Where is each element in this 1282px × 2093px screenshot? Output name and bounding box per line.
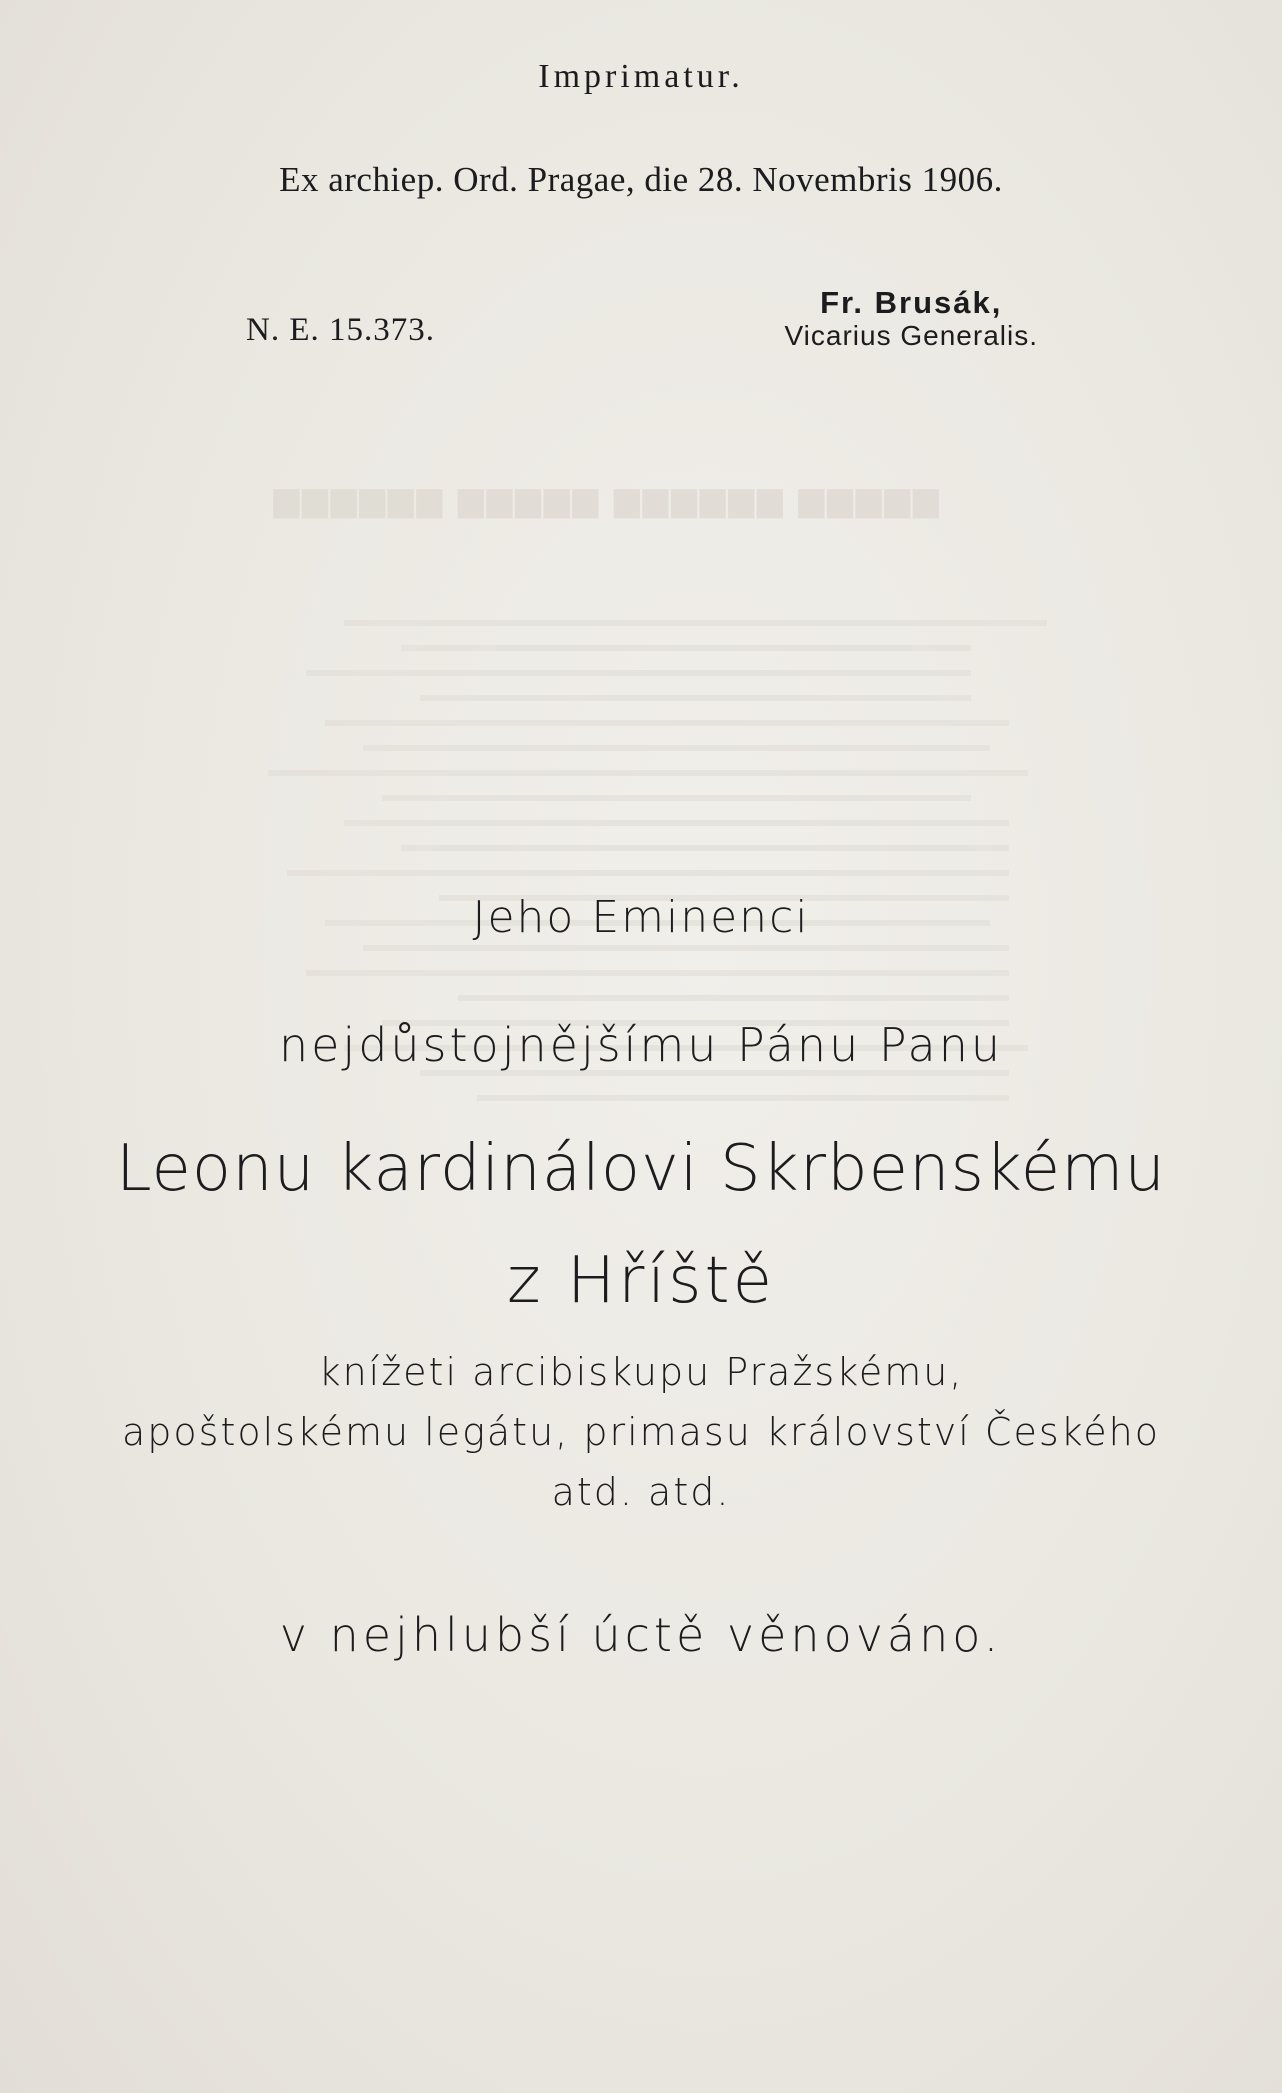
dedication-title-line-3: atd. atd. (551, 1470, 731, 1514)
dedication-recipient-name: Leonu kardinálovi Skrbenskému (116, 1132, 1166, 1206)
signer-title: Vicarius Generalis. (784, 320, 1038, 351)
dedication-closing: v nejhlubší úctě věnováno. (279, 1608, 1003, 1662)
dedication-recipient-origin: z Hříště (507, 1244, 775, 1318)
signer-name: Fr. Brusák, (820, 285, 1003, 320)
reference-number: N. E. 15.373. (246, 312, 435, 348)
permission-line: Ex archiep. Ord. Pragae, die 28. Novembris 1906. (279, 160, 1003, 199)
signature-block (785, 286, 1038, 352)
dedication-line-1: Jeho Eminenci (472, 892, 810, 943)
imprimatur-heading: Imprimatur. (538, 58, 744, 95)
reverse-side-show-through: ▆▆▆▆▆ ▆▆▆▆▆▆ ▆▆▆▆▆ ▆▆▆▆▆▆ (270, 481, 939, 517)
dedication-title-line-1: knížeti arcibiskupu Pražskému, (318, 1350, 964, 1394)
dedication-line-2: nejdůstojnějšímu Pánu Panu (278, 1018, 1004, 1072)
dedication-title-line-2: apoštolskému legátu, primasu království Českého (121, 1410, 1160, 1454)
